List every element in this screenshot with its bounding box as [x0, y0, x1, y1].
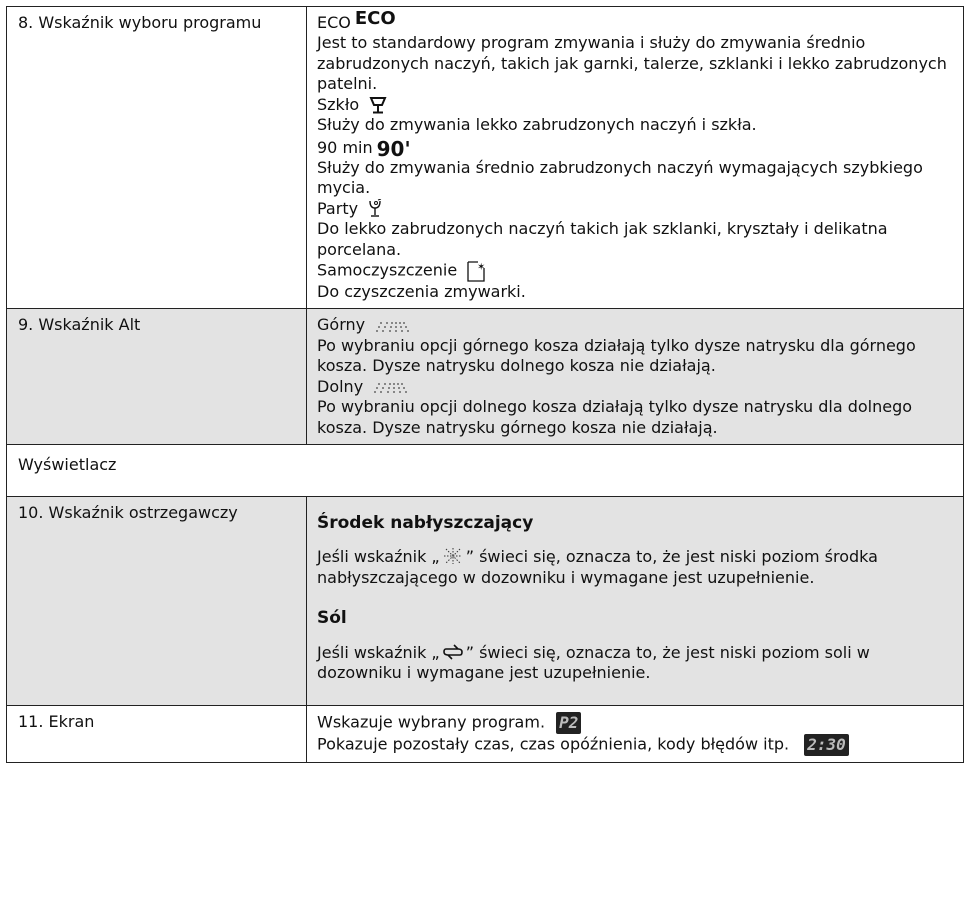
- ninety-description: Służy do zmywania średnio zabrudzonych naczyń wymagających szybkiego mycia.: [317, 157, 923, 198]
- rinse-aid-title: Środek nabłyszczający: [317, 512, 534, 533]
- lower-spray-icon: [372, 380, 408, 394]
- row-content: [307, 309, 963, 443]
- self-clean-icon: [466, 260, 486, 282]
- party-label: Party: [317, 198, 359, 218]
- row-content: [307, 497, 963, 705]
- self-clean-description: Do czyszczenia zmywarki.: [317, 282, 526, 302]
- salt-description: ” świeci się, oznacza to, że jest niski poziom soli w dozowniku i wymagane jest uzupełnienie.: [317, 642, 870, 682]
- section-title: Wyświetlacz: [18, 454, 117, 474]
- table-row-11: [7, 706, 963, 762]
- row-content: [307, 7, 963, 308]
- eco-description: Jest to standardowy program zmywania i służy do zmywania średnio zabrudzonych naczyń, takich jak garnki, talerze, szklanki i lekko zabrudzonych patelni.: [317, 33, 947, 94]
- salt-prefix: Jeśli wskaźnik „: [317, 642, 440, 662]
- upper-spray-icon: [374, 319, 410, 333]
- table-row-10: [7, 497, 963, 706]
- table-row-8: [7, 7, 963, 309]
- row-content: [307, 706, 963, 762]
- upper-description: Po wybraniu opcji górnego kosza działają tylko dysze natrysku dla górnego kosza. Dysze natrysku dolnego kosza nie działają.: [317, 335, 916, 376]
- glass-description: Służy do zmywania lekko zabrudzonych naczyń i szkła.: [317, 115, 757, 135]
- eco-icon: ECO: [354, 8, 396, 29]
- time-display: 2:30: [804, 734, 849, 756]
- eco-label: ECO: [317, 13, 351, 32]
- program-display: P2: [556, 712, 581, 734]
- wine-glass-icon: [368, 95, 388, 115]
- row-label: 8. Wskaźnik wyboru programu: [7, 7, 307, 308]
- row-label: 11. Ekran: [7, 706, 307, 762]
- rinse-aid-description: ” świeci się, oznacza to, że jest niski poziom środka nabłyszczającego w dozowniku i wymagane jest uzupełnienie.: [317, 547, 878, 587]
- self-clean-label: Samoczyszczenie: [317, 260, 458, 280]
- row-label: 9. Wskaźnik Alt: [7, 309, 307, 443]
- section-row: [7, 445, 963, 497]
- salt-icon: [442, 643, 464, 661]
- svg-text:✶: ✶: [477, 262, 486, 274]
- rinse-prefix: Jeśli wskaźnik „: [317, 547, 440, 567]
- lower-label: Dolny: [317, 376, 364, 396]
- time-line: Pokazuje pozostały czas, czas opóźnienia, kody błędów itp.: [317, 734, 790, 754]
- upper-label: Górny: [317, 315, 366, 335]
- ninety-icon: 90': [376, 136, 411, 161]
- table-row-9: [7, 309, 963, 444]
- party-description: Do lekko zabrudzonych naczyń takich jak szklanki, kryształy i delikatna porcelana.: [317, 219, 888, 259]
- ninety-label: 90 min: [317, 137, 373, 157]
- program-line: Wskazuje wybrany program.: [317, 712, 546, 732]
- lower-description: Po wybraniu opcji dolnego kosza działają tylko dysze natrysku dla dolnego kosza. Dysze natrysku górnego kosza nie działają.: [317, 397, 913, 437]
- salt-title: Sól: [317, 608, 347, 629]
- rinse-aid-icon: [442, 547, 464, 565]
- row-label: 10. Wskaźnik ostrzegawczy: [7, 497, 307, 705]
- indicator-table: [6, 6, 964, 763]
- glass-label: Szkło: [317, 94, 360, 114]
- party-glass-icon: [367, 199, 383, 219]
